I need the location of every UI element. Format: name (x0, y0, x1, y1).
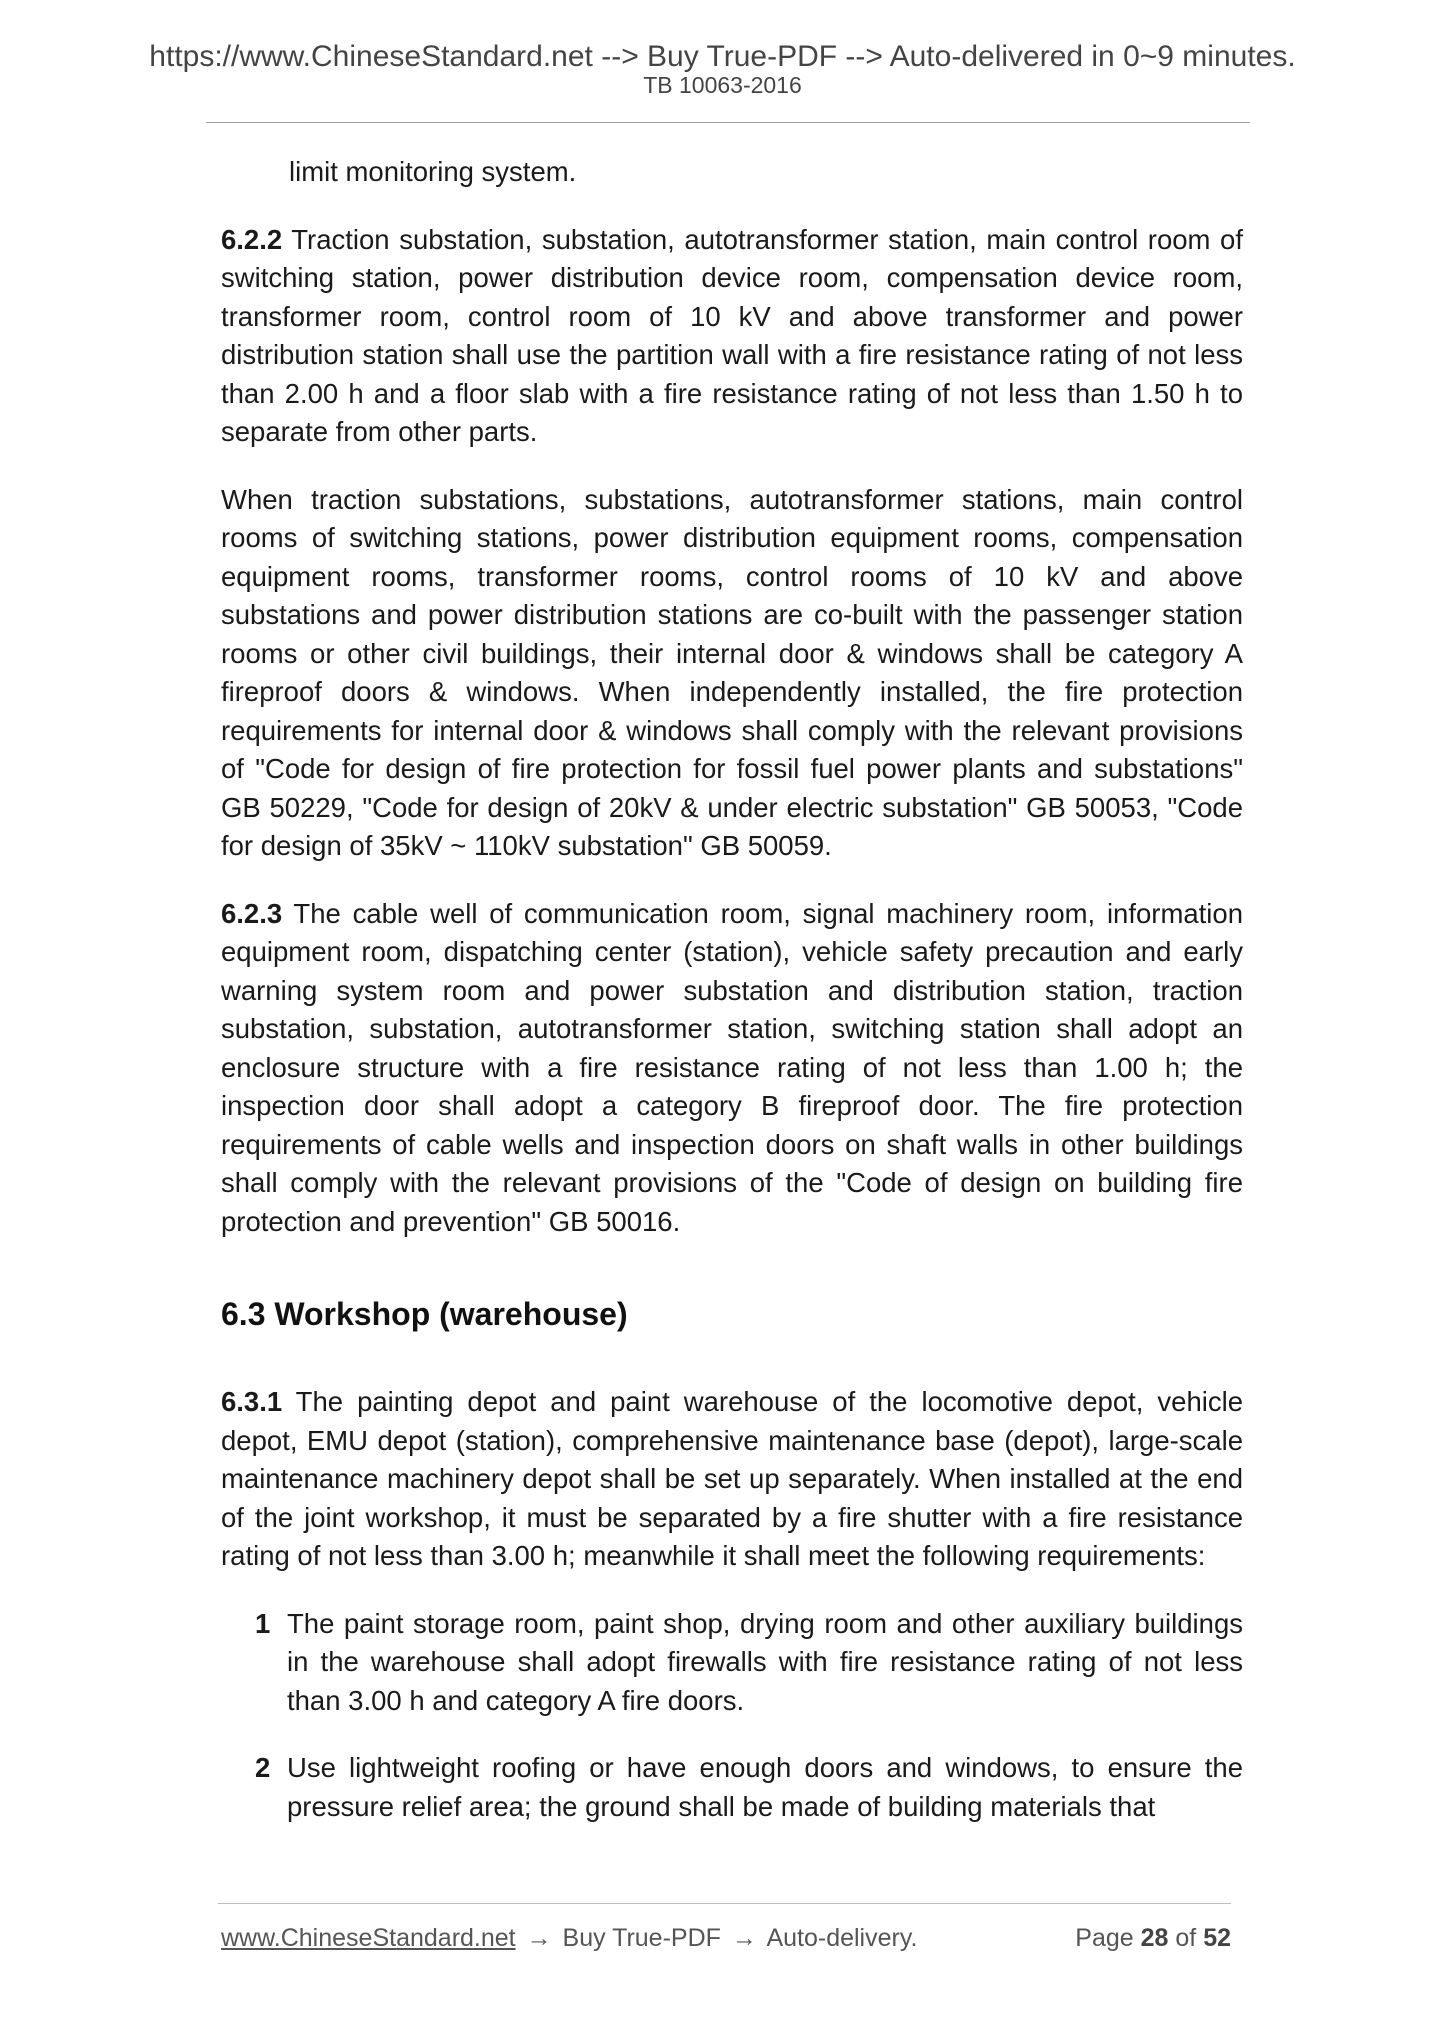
footer-divider (218, 1903, 1231, 1904)
page-current: 28 (1140, 1924, 1169, 1952)
clause-number: 6.3.1 (221, 1386, 283, 1417)
section-heading-6-3: 6.3 Workshop (warehouse) (221, 1296, 628, 1332)
footer-left (221, 1922, 917, 1954)
page-content (221, 153, 1243, 1826)
document-id: TB 10063-2016 (643, 72, 802, 98)
clause-text: The cable well of communication room, signal machinery room, information equipment room, dispatching center (station), vehicle safety precaution and early warning system room and power substation and distribution station, traction substation, substation, autotransformer station, switching station shall adopt an enclosure structure with a fire resistance rating of not less than 1.00 h; the inspection door shall adopt a category B fireproof door. The fire protection requirements of cable wells and inspection doors on shaft walls in other buildings shall comply with the relevant provisions of the "Code of design on building fire protection and prevention" GB 50016. (221, 897, 1243, 1237)
clause-number: 6.2.3 (221, 897, 283, 929)
list-item-number: 1 (255, 1607, 271, 1639)
list-item-text: Use lightweight roofing or have enough doors and windows, to ensure the pressure relief area; the ground shall be made of building materials that (287, 1752, 1243, 1822)
clause-number: 6.2.2 (221, 223, 283, 255)
site-link[interactable]: www.ChineseStandard.net (221, 1924, 516, 1952)
list-item-text: The paint storage room, paint shop, drying room and other auxiliary buildings in the warehouse shall adopt firewalls with fire resistance rating of not less than 3.00 h and category A fire doors. (287, 1607, 1243, 1716)
header-divider (206, 122, 1250, 123)
continued-paragraph: limit monitoring system. (289, 156, 577, 187)
buy-text: Buy True-PDF (562, 1924, 721, 1952)
page-label: Page (1075, 1924, 1134, 1952)
clause-6-3-1 (221, 1383, 1243, 1576)
clause-text: The painting depot and paint warehouse of the locomotive depot, vehicle depot, EMU depot (station), comprehensive maintenance base (depot), large-scale maintenance machinery depot shall be set up separately. When installed at the end of the joint workshop, it must be separated by a fire shutter with a fire resistance rating of not less than 3.00 h; meanwhile it shall meet the following requirements: (221, 1386, 1243, 1571)
arrow-right-icon: → (526, 1924, 552, 1952)
list-item-number: 2 (255, 1752, 271, 1783)
clause-6-2-3 (221, 895, 1243, 1242)
list-item (221, 1749, 1243, 1826)
top-banner: https://www.ChineseStandard.net --> Buy True-PDF --> Auto-delivered in 0~9 minutes. (149, 40, 1296, 73)
delivery-text: Auto-delivery. (766, 1924, 918, 1952)
page-total: 52 (1203, 1924, 1231, 1952)
page-number (1075, 1922, 1231, 1954)
clause-6-2-2 (221, 221, 1243, 452)
clause-text: Traction substation, substation, autotransformer station, main control room of switching station, power distribution device room, compensation device room, transformer room, control room of 10 kV and above transformer and power distribution station shall use the partition wall with a fire resistance rating of not less than 2.00 h and a floor slab with a fire resistance rating of not less than 1.50 h to separate from other parts. (221, 223, 1243, 447)
list-item (221, 1605, 1243, 1721)
page-of-label: of (1175, 1924, 1197, 1952)
clause-6-2-2-paragraph-2: When traction substations, substations, autotransformer stations, main control rooms of switching stations, power distribution equipment rooms, compensation equipment rooms, transformer rooms, control rooms of 10 kV and above substations and power distribution stations are co-built with the passenger station rooms or other civil buildings, their internal door & windows shall be category A fireproof doors & windows. When independently installed, the fire protection requirements for internal door & windows shall comply with the relevant provisions of "Code for design of fire protection for fossil fuel power plants and substations" GB 50229, "Code for design of 20kV & under electric substation" GB 50053, "Code for design of 35kV ~ 110kV substation" GB 50059. (221, 483, 1243, 861)
arrow-right-icon: → (731, 1924, 757, 1952)
